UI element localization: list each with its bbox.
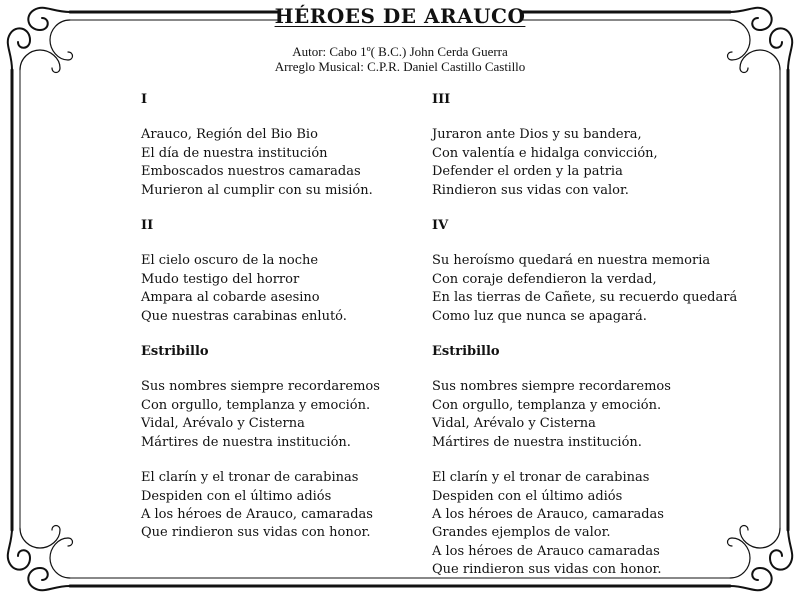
lyric-line: El cielo oscuro de la noche xyxy=(141,253,319,269)
lyric-line: Sus nombres siempre recordaremos xyxy=(432,379,671,395)
stanza xyxy=(141,252,411,326)
title-text: HÉROES DE ARAUCO xyxy=(274,4,526,28)
lyric-line: A los héroes de Arauco camaradas xyxy=(432,543,660,559)
lyric-line: Su heroísmo quedará en nuestra memoria xyxy=(432,253,711,269)
lyric-line: Vidal, Arévalo y Cisterna xyxy=(432,416,596,432)
lyric-line: Sus nombres siempre recordaremos xyxy=(141,379,380,395)
lyric-line: Vidal, Arévalo y Cisterna xyxy=(141,416,305,432)
stanza-label: II xyxy=(141,218,154,234)
lyric-line: Defender el orden y la patria xyxy=(432,164,623,180)
lyric-line: Rindieron sus vidas con valor. xyxy=(432,182,629,198)
author-line: Autor: Cabo 1º( B.C.) John Cerda Guerra xyxy=(292,44,508,59)
stanza-label: III xyxy=(432,92,451,107)
lyrics-left-column xyxy=(141,91,411,560)
lyric-line: Que rindieron sus vidas con honor. xyxy=(141,525,371,541)
lyric-line: Con valentía e hidalga convicción, xyxy=(432,145,658,161)
lyric-line: Juraron ante Dios y su bandera, xyxy=(432,127,642,143)
stanza-label: Estribillo xyxy=(141,344,209,360)
lyric-line: Emboscados nuestros camaradas xyxy=(141,164,361,180)
stanza xyxy=(141,469,411,543)
lyric-line: Con coraje defendieron la verdad, xyxy=(432,271,657,287)
lyric-line: Que rindieron sus vidas con honor. xyxy=(432,562,662,578)
arrangement-line: Arreglo Musical: C.P.R. Daniel Castillo Castillo xyxy=(274,59,526,74)
lyric-line: A los héroes de Arauco, camaradas xyxy=(141,506,373,522)
page-title xyxy=(0,4,800,28)
lyric-line: En las tierras de Cañete, su recuerdo quedará xyxy=(432,290,738,306)
stanza xyxy=(432,378,762,452)
stanza-label: IV xyxy=(432,218,449,234)
lyric-line: El clarín y el tronar de carabinas xyxy=(141,470,359,486)
stanza-label: Estribillo xyxy=(432,344,500,360)
lyric-line: Mudo testigo del horror xyxy=(141,271,300,287)
lyric-line: Despiden con el último adiós xyxy=(432,488,623,504)
corner-ornament-bottom-left xyxy=(8,526,73,591)
lyric-line: Ampara al cobarde asesino xyxy=(141,290,320,306)
lyric-line: Despiden con el último adiós xyxy=(141,488,332,504)
stanza xyxy=(141,378,411,452)
lyric-line: Murieron al cumplir con su misión. xyxy=(141,182,373,198)
stanza xyxy=(432,252,762,326)
stanza xyxy=(432,469,762,579)
lyric-line: Mártires de nuestra institución. xyxy=(141,434,351,450)
lyric-line: Grandes ejemplos de valor. xyxy=(432,525,611,541)
lyric-line: El clarín y el tronar de carabinas xyxy=(432,470,650,486)
lyric-line: Arauco, Región del Bio Bio xyxy=(141,127,318,143)
stanza xyxy=(141,126,411,200)
lyric-line: Mártires de nuestra institución. xyxy=(432,434,642,450)
lyric-line: Con orgullo, templanza y emoción. xyxy=(432,397,662,413)
lyric-line: Con orgullo, templanza y emoción. xyxy=(141,397,371,413)
lyric-line: Que nuestras carabinas enlutó. xyxy=(141,308,347,324)
lyric-line: Como luz que nunca se apagará. xyxy=(432,308,647,324)
lyric-line: El día de nuestra institución xyxy=(141,145,328,161)
lyrics-right-column xyxy=(432,91,762,597)
stanza xyxy=(432,126,762,200)
credits xyxy=(0,44,800,74)
stanza-label: I xyxy=(141,92,148,107)
lyric-line: A los héroes de Arauco, camaradas xyxy=(432,506,664,522)
